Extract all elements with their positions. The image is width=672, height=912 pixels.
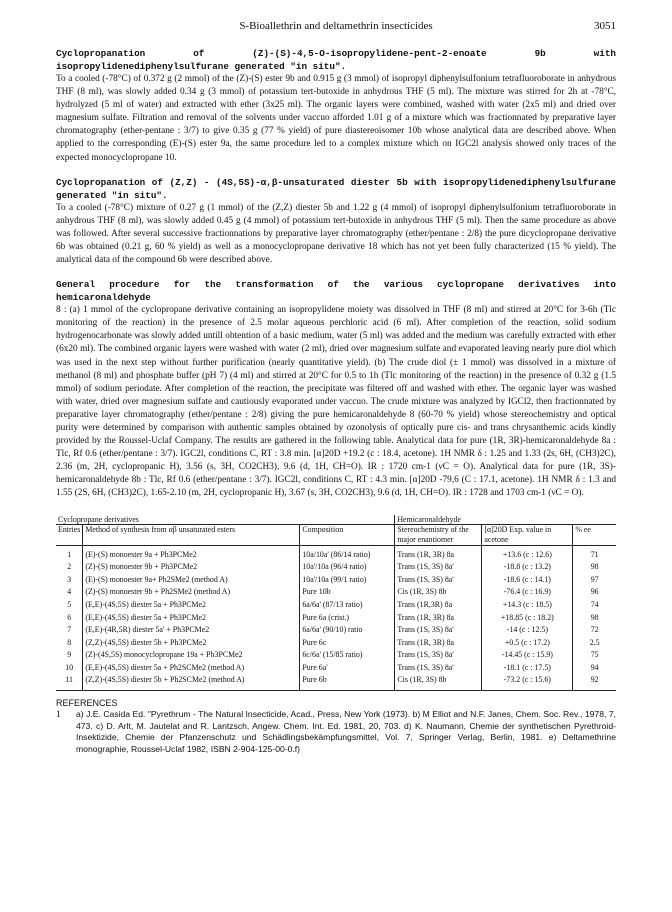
cell-composition: 6c/6a' (15/85 ratio)	[300, 649, 395, 662]
cell-composition: Pure 6a (crist.)	[300, 612, 395, 625]
table-row	[56, 662, 616, 675]
cell-ee: 98	[590, 562, 599, 572]
reference-text: a) J.E. Casida Ed. "Pyrethrum - The Natural Insecticide, Acad., Press, New York (1973). b) M Elliot and N.F. Janes, Chem. Soc. Rev., 1978, 7, 473. c) D. Arlt, M. Jautelat and R. Lantzsch, Angew. Chem. Int. Ed. 1981, 20, 703. d) K. Naumann, Chemie der synthetischen Pyrethroid-Insektizide, Chemie der Pfanzenschutz und Schädlingsbekämpfungsmittel, Vol. 7, Springer Verlag, Berlin, 1981. e) Deltamethrine monographie, Roussel-Uclaf 1982, ISBN 2-904-125-00-0.f)	[76, 709, 616, 754]
cell-entry: 7	[56, 624, 83, 637]
cell-method: (E)-(S) monoester 9a+ Ph2SMe2 (method A)	[83, 574, 300, 587]
cell-stereochemistry: Trans (1R, 3R) 8a	[395, 637, 482, 650]
table-row	[56, 561, 616, 574]
cell-ee: 98	[590, 612, 599, 622]
cell-composition: Pure 10b	[300, 586, 395, 599]
table-row	[56, 649, 616, 662]
cell-entry: 2	[56, 561, 83, 574]
cell-entry: 6	[56, 612, 83, 625]
col-method: Method of synthesis from αβ unsaturated esters	[83, 524, 300, 545]
cell-method: (E)-(S) monoester 9a + Ph3PCMe2	[83, 545, 300, 561]
cell-stereochemistry: Trans (1R, 3R) 8a	[395, 545, 482, 561]
cell-ee: 74	[590, 599, 599, 609]
cell-composition: Pure 6a'	[300, 662, 395, 675]
cell-stereochemistry: Trans (1S, 3S) 8a'	[395, 561, 482, 574]
cell-ee: 75	[590, 650, 599, 660]
col-composition: Composition	[300, 524, 395, 545]
cell-entry: 3	[56, 574, 83, 587]
page-number: 3051	[594, 20, 616, 32]
section-cyclopropanation-diester	[56, 176, 616, 267]
section-title: Cyclopropanation of (Z)-(S)-4,5-O-isopropylidene-pent-2-enoate 9b with isopropylidenediphenylsulfurane generated "in situ".	[56, 48, 616, 72]
table-row	[56, 637, 616, 650]
cell-stereochemistry: Cis (1R, 3S) 8b	[395, 674, 482, 690]
cell-alpha: +13.6 (c : 12.6)	[482, 545, 573, 561]
section-cyclopropanation-monoester	[56, 47, 616, 165]
cell-alpha: -18.8 (c : 13.2)	[482, 561, 573, 574]
section-title: Cyclopropanation of (Z,Z) - (4S,5S)-α,β-unsaturated diester 5b with isopropylidenediphenylsulfurane generated "in situ".	[56, 176, 616, 201]
cell-method: (E,E)-(4S,5S) diester 5a + Ph3PCMe2	[83, 599, 300, 612]
cell-stereochemistry: Trans (1S, 3S) 8a'	[395, 624, 482, 637]
cell-entry: 10	[56, 662, 83, 675]
cell-ee: 2.5	[589, 637, 600, 647]
table-row	[56, 545, 616, 561]
cell-ee: 96	[590, 587, 599, 597]
cell-entry: 1	[56, 545, 83, 561]
cell-method: (Z)-(4S,5S) monocyclopropane 19a + Ph3PCMe2	[83, 649, 300, 662]
cell-method: (Z)-(S) monoester 9b + Ph2SMe2 (method A)	[83, 586, 300, 599]
col-stereochemistry: Stereochemistry of the major enantiomer	[395, 524, 482, 545]
table-group-right: Hemicaronaldehyde	[397, 514, 461, 524]
cell-entry: 5	[56, 599, 83, 612]
cell-composition: 6a/6a' (90/10) ratio	[300, 624, 395, 637]
cell-alpha: +14.3 (c : 18.5)	[482, 599, 573, 612]
cell-stereochemistry: Trans (1S, 3S) 8a'	[395, 662, 482, 675]
references-heading: REFERENCES	[56, 698, 118, 709]
table-row	[56, 612, 616, 625]
references	[56, 697, 616, 755]
table-row	[56, 599, 616, 612]
cell-stereochemistry: Trans (1R, 3R) 8a	[395, 612, 482, 625]
table-body	[56, 545, 616, 691]
cell-alpha: -73.2 (c : 15.6)	[482, 674, 573, 690]
col-alpha: [α]20D Exp. value in acetone	[482, 524, 573, 545]
cell-ee: 92	[573, 674, 616, 690]
cell-entry: 9	[56, 649, 83, 662]
cell-composition: 10a'/10a (99/1 ratio)	[300, 574, 395, 587]
results-table	[56, 515, 616, 692]
cell-entry: 8	[56, 637, 83, 650]
running-title: S-Bioallethrin and deltamethrin insecticides	[239, 20, 433, 32]
cell-ee: 71	[590, 549, 599, 559]
table-row	[56, 624, 616, 637]
cell-stereochemistry: Trans (1S, 3S) 8a'	[395, 574, 482, 587]
col-ee: % ee	[573, 524, 616, 545]
cell-method: (E,E)-(4R,5R) diester 5a' + Ph3PCMe2	[83, 624, 300, 637]
paper-page	[56, 20, 616, 755]
table-group-left: Cyclopropane derivatives	[56, 515, 395, 525]
cell-stereochemistry: Cis (1R, 3S) 8b	[395, 586, 482, 599]
cell-composition: Pure 6c	[300, 637, 395, 650]
cell-method: (Z,Z)-(4S,5S) diester 5b + Ph2SCMe2 (method A)	[83, 674, 300, 690]
cell-entry: 11	[56, 674, 83, 690]
table-row	[56, 586, 616, 599]
reference-number: 1	[56, 710, 61, 721]
cell-alpha: -76.4 (c : 16.9)	[482, 586, 573, 599]
cell-ee: 97	[590, 574, 599, 584]
section-body: To a cooled (-78°C) mixture of 0.27 g (1 mmol) of the (Z,Z) diester 5b and 1.22 g (4 mmol) of isopropyl diphenylsulfonium tetrafluoroborate in anhydrous THF (8 ml), was slowly added 0.45 g (4 mmol) of potassium tert-butoxide in anhydrous THF (5 ml). Then the same procedure as above was followed. After several successive fractionnations by preparative layer chromatography (ether/pentane : 2/8) the pure dicyclopropane derivative 6b was obtained (0.21 g, 60 % yield) as well as a monocyclopropane derivative 18 which has not yet been fully characterized (15 % yield). The analytical data of the compound 6b were described above.	[56, 202, 616, 266]
section-title: General procedure for the transformation of the various cyclopropane derivatives into hemicaronaldehyde	[56, 279, 616, 304]
cell-composition: 10a/10a' (86/14 ratio)	[300, 545, 395, 561]
cell-method: (E,E)-(4S,5S) diester 5a + Ph2SCMe2 (method A)	[83, 662, 300, 675]
cell-alpha: -14 (c : 12.5)	[482, 624, 573, 637]
cell-ee: 94	[590, 662, 599, 672]
table-row	[56, 674, 616, 690]
cell-stereochemistry: Trans (1R,3R) 8a	[395, 599, 482, 612]
cell-alpha: +18.85 (c : 18.2)	[482, 612, 573, 625]
section-body: 8 : (a) 1 mmol of the cyclopropane derivative containing an isopropylidene moiety was dissolved in THF (8 ml) and stirred at 20°C for 3-6h (Tlc monitoring of the reaction) in the presence of 2.5 molar aqueous perchloric acid (6 ml). After completion of the reaction, solid sodium hydrogenocarbonate was slowly added untill obtention of a basic medium, water (5 ml) was added and the medium was carefully extracted with ether (6x20 ml). The combined organic layers were washed with water (2 ml), dried over magnesium sulfate and evaporated leaving nearly pure diol which was used in the next step without further purification (nearly quantitative yield). (b) The crude diol (± 1 mmol) was dissolved in a mixture of methanol (8 ml) and phosphate buffer (pH 7) (4 ml) and stirred at 20°C for 0.5 to 1h (Tlc monitoring of the reaction) in the presence of 0.32 g (1.5 mmol) of sodium periodate. After completion of the reaction, the precipitate was filtered off and washed with ether. The organic layer was washed with water, dried over magnesium sulfate and cautiously evaporated under vaccuo. The crude mixture was analyzed by IGCl2, then fractionnated by preparative layer chromatography (ether/pentane : 2/8) giving the pure hemicaronaldehyde 8 (60-70 % yield) whose stereochemistry and optical purity were determined by comparison with authentic samples obtained by ozonolysis of optically pure cis- and trans chrysanthemic acids kindly provided by the Roussel-Uclaf Company. The results are gathered in the following table. Analytical data for pure (1R, 3R)-hemicaronaldehyde 8a : Tlc, Rf 0.6 (ether/pentane : 3/7). IGC2l, conditions C, RT : 3.8 min. [α]20D +19.2 (c : 18.4, acetone). 1H NMR δ : 1.25 and 1.33 (2s, 6H, (CH3)2C), 2.36 (m, 2H, cyclopropanic H), 3.56 (s, 3H, CO2CH3), 9.6 (d, 1H, CH=O). IR : 1720 cm-1 (νC = O). Analytical data for pure (1R, 3S)-hemicaronaldehyde 8b : Tlc, Rf 0.6 (ether/pentane : 3/7). IGC2l, conditions C, RT : 4.3 min. [α]20D -79,6 (C : 17.1, acetone). 1H NMR δ : 1.3 and 1.55 (2S, 6H, (CH3)2C), 1.65-2.10 (m, 2H, cyclopropanic H), 3.67 (s, 3H, CO2CH3), 9.6 (d, 1H, CH=O). IR : 1728 and 1703 cm-1 (νC = O).	[56, 305, 616, 499]
section-general-procedure	[56, 278, 616, 500]
cell-method: (Z)-(S) monoester 9b + Ph3PCMe2	[83, 561, 300, 574]
cell-method: (E,E)-(4S,5S) diester 5a + Ph3PCMe2	[83, 612, 300, 625]
cell-composition: Pure 6b	[300, 674, 395, 690]
cell-alpha: -18.1 (c : 17.5)	[482, 662, 573, 675]
section-body: To a cooled (-78°C) of 0.372 g (2 mmol) of the (Z)-(S) ester 9b and 0.915 g (3 mmol) of isopropyl diphenylsulfonium tetrafluoroborate in anhydrous THF (8 ml), was slowly added 0.34 g (3 mmol) of potassium tert-butoxide in anhydrous THF (5 ml). The mixture was stirred for 2h at -78°C, hydrolyzed (5 ml of water) and extracted with ether (3x25 ml). The organic layers were combined, washed with water (2x5 ml) and dried over magnesium sulfate. Filtration and removal of the solvents under vaccuo afforded 1.01 g of a mixture which was fractionnated by preparative layer chromatography (ether-pentane : 3/7) to give 0.35 g (77 % yield) of pure diastereoisomer 10b whose analytical data are described above. When applied to the corresponding (E)-(S) ester 9a, the same procedure led to a complex mixture which on IGC2l analysis showed only traces of the expected monocyclopropane 10.	[56, 74, 616, 163]
table-row	[56, 574, 616, 587]
reference-item	[56, 709, 616, 755]
cell-composition: 6a/6a' (87/13 ratio)	[300, 599, 395, 612]
col-entries: Entries	[56, 524, 83, 545]
cell-entry: 4	[56, 586, 83, 599]
running-header	[56, 20, 616, 36]
cell-alpha: +0.5 (c : 17.2)	[482, 637, 573, 650]
cell-stereochemistry: Trans (1S, 3S) 8a'	[395, 649, 482, 662]
cell-method: (Z,Z)-(4S,5S) diester 5b + Ph3PCMe2	[83, 637, 300, 650]
cell-alpha: -18.6 (c : 14.1)	[482, 574, 573, 587]
cell-alpha: -14.45 (c : 15.9)	[482, 649, 573, 662]
cell-ee: 72	[590, 625, 599, 635]
cell-composition: 10a'/10a (96/4 ratio)	[300, 561, 395, 574]
